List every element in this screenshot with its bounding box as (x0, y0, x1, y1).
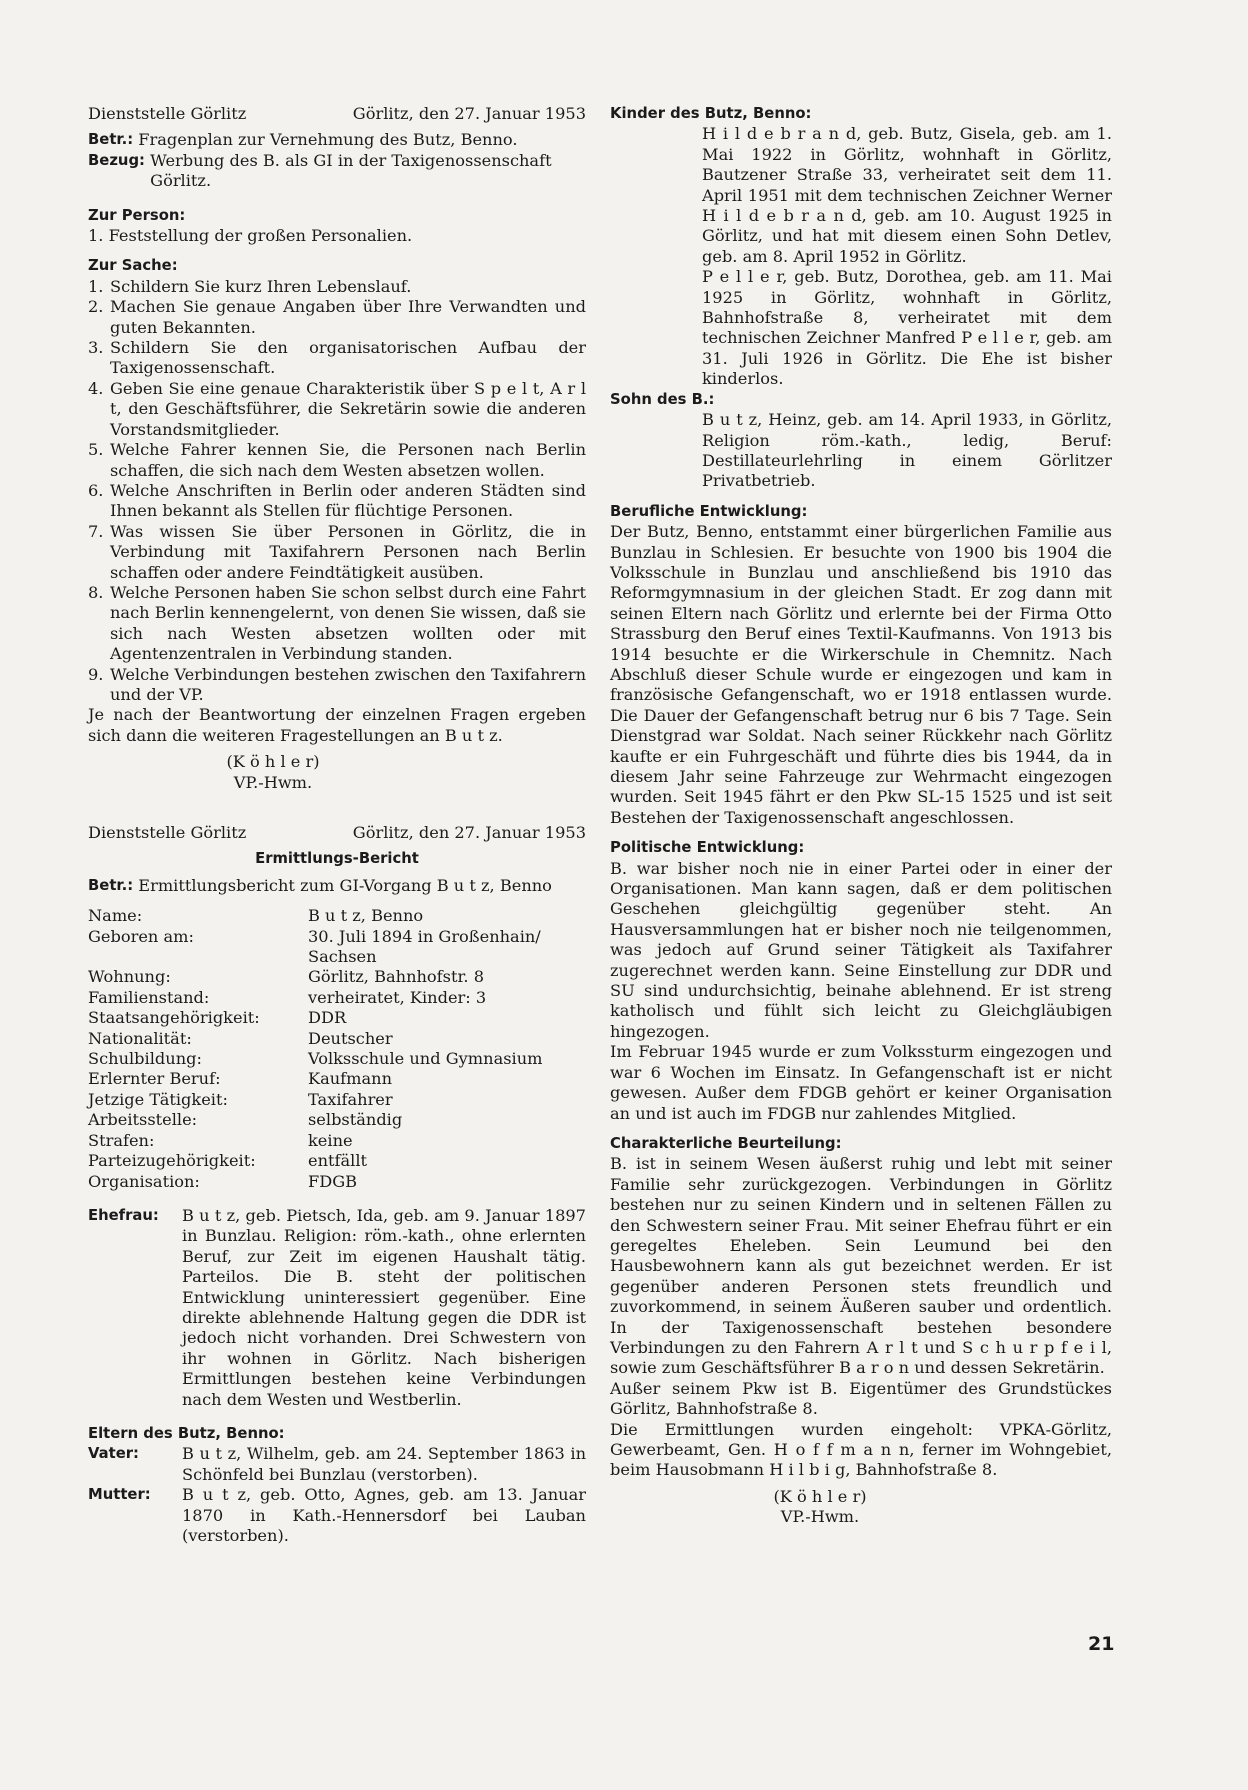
betr-text: Ermittlungsbericht zum GI-Vorgang B u t z, Benno (138, 875, 552, 895)
mutter-entry: Mutter: B u t z, geb. Otto, Agnes, geb. am 13. Januar 1870 in Kath.-Hennersdorf bei Lauban (verstorben). (88, 1485, 586, 1545)
signature-name: (K ö h l e r) (226, 752, 320, 772)
signature-rank: VP.-Hwm. (780, 1507, 860, 1527)
bezug-line (88, 151, 586, 192)
list-item: 9. Welche Verbindungen bestehen zwischen den Taxifahrern und der VP. (88, 664, 586, 704)
zur-person-heading: Zur Person: (88, 206, 186, 224)
signature-name: (K ö h l e r) (773, 1486, 867, 1506)
kind-entry: P e l l e r, geb. Butz, Dorothea, geb. am 11. Mai 1925 in Görlitz, wohnhaft in Görlitz, Bahnhofstraße 8, verheiratet mit dem technischen Zeichner Manfred P e l l e r, geb. am 31. Juli 1926 in Görlitz. Die Ehe ist bisher kinderlos. (702, 267, 1112, 389)
bericht-title: Ermittlungs-Bericht (255, 850, 419, 868)
list-item: 2. Machen Sie genaue Angaben über Ihre Verwandten und guten Bekannten. (88, 297, 586, 337)
sohn-entry: B u t z, Heinz, geb. am 14. April 1933, in Görlitz, Religion röm.-kath., ledig, Beruf: Destillateurlehrling in einem Görlitzer Privatbetrieb. (702, 410, 1112, 491)
charakter-text: Die Ermittlungen wurden eingeholt: VPKA-Görlitz, Gewerbeamt, Gen. H o f f m a n n, ferner im Wohngebiet, beim Hausobmann H i l b i g, Bahnhofstraße 8. (610, 1419, 1112, 1480)
beruf-text: Der Butz, Benno, entstammt einer bürgerlichen Familie aus Bunzlau in Schlesien. Er besuchte von 1900 bis 1904 die Volksschule in Bunzlau und anschließend bis 1910 das Reformgymnasium in der gleichen Stadt. Er zog dann mit seinen Eltern nach Görlitz und erlernte bei der Firma Otto Strassburg den Beruf eines Textil-Kaufmanns. Von 1913 bis 1914 besuchte er die Wirkerschule in Chemnitz. Nach Abschluß dieser Schule wurde er eingezogen und kam in französische Gefangenschaft, wo er 1918 entlassen wurde. Die Dauer der Gefangenschaft betrug nur 6 bis 7 Tage. Sein Dienstgrad war Soldat. Nach seiner Rückkehr nach Görlitz kaufte er ein Fuhrgeschäft und führte dies bis 1944, da in diesem Jahr seine Fahrzeuge zur Wehrmacht eingezogen wurden. Seit 1945 fährt er den Pkw SL-15 1525 und ist seit Bestehen der Taxigenossenschaft angeschlossen. (610, 522, 1112, 827)
left-column (88, 104, 586, 1546)
kind-entry: H i l d e b r a n d, geb. Butz, Gisela, geb. am 1. Mai 1922 in Görlitz, wohnhaft in Görlitz, Bautzener Straße 33, verheiratet seit dem 11. April 1951 mit dem technischen Zeichner Werner H i l d e b r a n d, geb. am 10. August 1925 in Görlitz, und hat mit diesem einen Sohn Detlev, geb. am 8. April 1952 in Görlitz. (702, 124, 1112, 266)
datum: Görlitz, den 27. Januar 1953 (352, 104, 586, 123)
vater-entry: Vater: B u t z, Wilhelm, geb. am 24. September 1863 in Schönfeld bei Bunzlau (verstorben). (88, 1444, 586, 1484)
politik-heading: Politische Entwicklung: (610, 839, 805, 857)
list-item: 6. Welche Anschriften in Berlin oder anderen Städten sind Ihnen bekannt als Stellen für flüchtige Personen. (88, 480, 586, 521)
beruf-heading: Berufliche Entwicklung: (610, 502, 808, 520)
betr-label: Betr.: (88, 876, 134, 894)
list-item: 1. Schildern Sie kurz Ihren Lebenslauf. (88, 276, 412, 296)
bezug-label: Bezug: (88, 151, 145, 169)
ehefrau-entry: Ehefrau: B u t z, geb. Pietsch, Ida, geb. am 9. Januar 1897 in Bunzlau. Religion: röm.-kath., ohne erlernten Beruf, zur Zeit im eigenen Haushalt tätig. Parteilos. Die B. steht der politischen Entwicklung uninteressiert gegenüber. Eine direkte ablehnende Haltung gegen die DDR ist jedoch nicht vorhanden. Drei Schwestern von ihr wohnen in Görlitz. Nach bisherigen Ermittlungen bestehen keine Verbindungen nach dem Westen und Westberlin. (88, 1205, 586, 1409)
zur-person-item: 1. Feststellung der großen Personalien. (88, 226, 413, 246)
list-item: 8. Welche Personen haben Sie schon selbst durch eine Fahrt nach Berlin kennengelernt, von denen Sie wissen, daß sie sich nach Westen absetzen wollten oder mit Agentenzentralen in Verbindung standen. (88, 582, 587, 664)
dienststelle: Dienststelle Görlitz (88, 823, 247, 842)
betr-line (88, 130, 586, 150)
sohn-heading: Sohn des B.: (610, 390, 715, 408)
charakter-heading: Charakterliche Beurteilung: (610, 1134, 842, 1152)
datum: Görlitz, den 27. Januar 1953 (352, 823, 586, 842)
charakter-text: B. ist in seinem Wesen äußerst ruhig und lebt mit seiner Familie sehr zurückgezogen. Verbindungen in Görlitz bestehen nur zu seinen Kindern und in seltenen Fällen zu den Schwestern seiner Frau. Mit seiner Ehefrau führt er ein geregeltes Eheleben. Sein Leumund bei den Hausbewohnern kann als gut bezeichnet werden. Er ist gegenüber anderen Personen stets freundlich und zuvorkommend, in seinem Äußeren sauber und ordentlich. In der Taxigenossenschaft bestehen besondere Verbindungen zu den Fahrern A r l t und S c h u r p f e i l, sowie zum Geschäftsführer B a r o n und dessen Sekretärin. (610, 1154, 1112, 1378)
list-item: 3. Schildern Sie den organisatorischen Aufbau der Taxigenossenschaft. (88, 338, 586, 378)
personalien-table: Name: B u t z, Benno Geboren am: 30. Juli 1894 in Großenhain/ Sachsen Wohnung: Görlitz, Bahnhofstr. 8 Familienstand: verheiratet, Kinder: 3 Staatsangehörigkeit: DDR Nationalität: Deutscher Schulbildung: Volksschule und Gymnasium Erlernter Beruf: Kaufmann Jetzige Tätigkeit: Taxifahrer Arbeitsstelle: selbständig Strafen: keine Parteizugehörigkeit: entfällt Organisation: FDGB (88, 906, 543, 1191)
right-column (610, 104, 1112, 1528)
charakter-text: Außer seinem Pkw ist B. Eigentümer des Grundstückes Görlitz, Bahnhofstraße 8. (610, 1378, 1112, 1419)
bericht-header (88, 823, 586, 843)
schluss-text: Je nach der Beantwortung der einzelnen Fragen ergeben sich dann die weiteren Fragestellungen an B u t z. (88, 705, 586, 745)
list-item: 5. Welche Fahrer kennen Sie, die Personen nach Berlin schaffen, die sich nach dem Westen absetzen wollen. (88, 440, 586, 480)
list-item: 7. Was wissen Sie über Personen in Görlitz, die in Verbindung mit Taxifahrern Personen nach Berlin schaffen oder andere Feindtätigkeit ausüben. (88, 521, 586, 582)
fragenplan-header (88, 104, 586, 124)
politik-text: Im Februar 1945 wurde er zum Volkssturm eingezogen und war 6 Wochen im Einsatz. In Gefangenschaft ist er nicht gewesen. Außer dem FDGB gehört er keiner Organisation an und ist auch im FDGB nur zahlendes Mitglied. (610, 1042, 1112, 1123)
betr-text: Fragenplan zur Vernehmung des Butz, Benno. (138, 130, 518, 150)
page-number: 21 (1088, 1633, 1115, 1655)
politik-text: B. war bisher noch nie in einer Partei oder in einer der Organisationen. Man kann sagen, daß er dem politischen Geschehen gleichgültig gegenüber steht. An Hausversammlungen hat er bisher noch nie teilgenommen, was jedoch auf Grund seiner Tätigkeit als Taxifahrer zugerechnet werden kann. Seine Einstellung zur DDR und SU sind undurchsichtig, beinahe ablehnend. Er ist streng katholisch und fühlt sich leicht zu Gleichgläubigen hingezogen. (610, 858, 1112, 1041)
zur-sache-heading: Zur Sache: (88, 257, 178, 275)
dienststelle: Dienststelle Görlitz (88, 104, 247, 123)
betr-line (88, 876, 586, 896)
bezug-text: Werbung des B. als GI in der Taxigenossenschaft Görlitz. (150, 150, 552, 191)
betr-label: Betr.: (88, 131, 134, 149)
signature-rank: VP.-Hwm. (233, 772, 313, 792)
list-item: 4. Geben Sie eine genaue Charakteristik über S p e l t, A r l t, den Geschäftsführer, die Sekretärin sowie die anderen Vorstandsmitglieder. (88, 378, 586, 439)
zur-sache-list (88, 277, 586, 706)
kinder-heading: Kinder des Butz, Benno: (610, 105, 812, 122)
eltern-heading: Eltern des Butz, Benno: (88, 1424, 285, 1442)
